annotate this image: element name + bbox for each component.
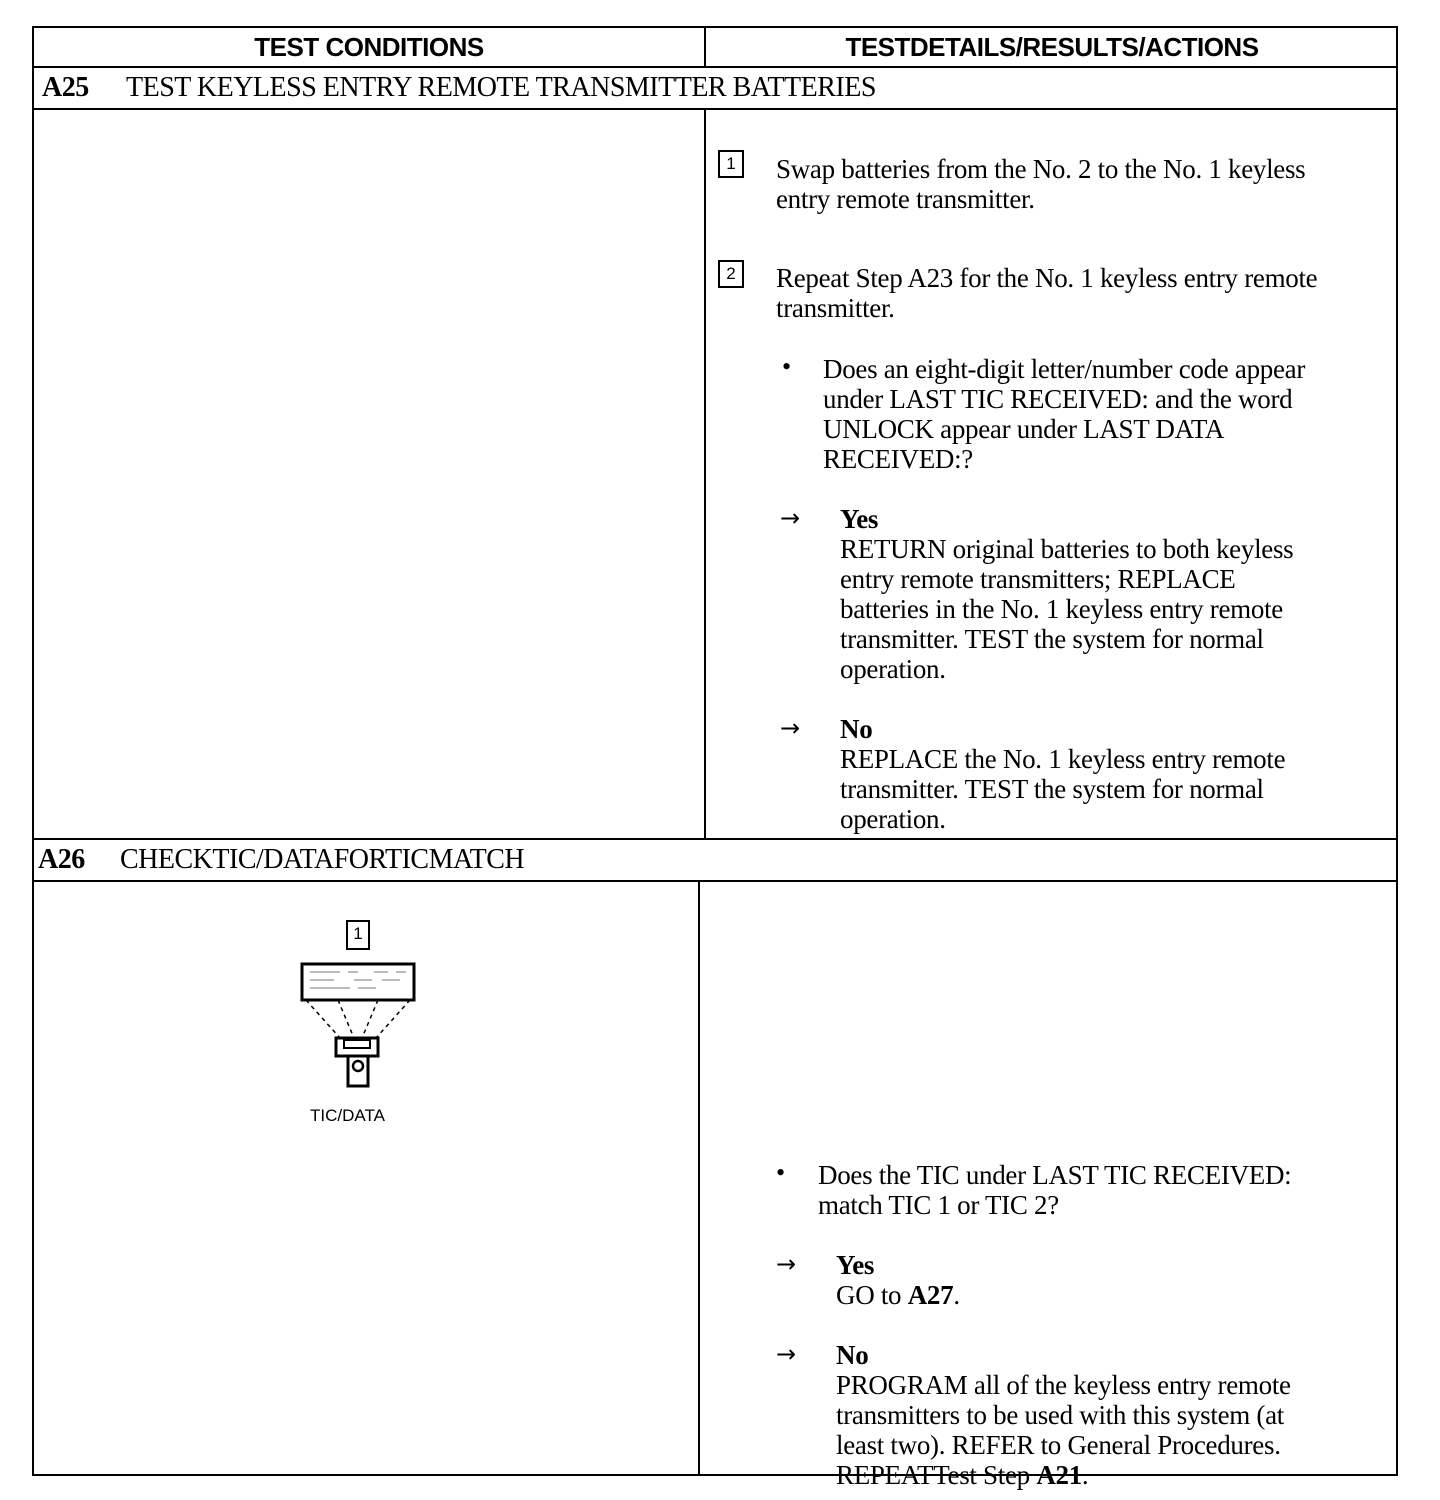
a25-title-band: [34, 68, 1396, 110]
a25-yes-label: Yes: [840, 504, 879, 534]
a25-no-line3: operation.: [840, 804, 946, 834]
a25-step2-line1: Repeat Step A23 for the No. 1 keyless entry remote: [776, 263, 1318, 293]
a25-no-line2: transmitter. TEST the system for normal: [840, 774, 1264, 804]
table-header: [34, 28, 1396, 68]
a25-question-line1: Does an eight-digit letter/number code appear: [823, 354, 1306, 384]
header-test-details: TESTDETAILS/RESULTS/ACTIONS: [845, 32, 1259, 62]
a25-yes-line5: operation.: [840, 654, 946, 684]
a26-yes-label: Yes: [836, 1250, 875, 1280]
a26-yes-ref: A27: [907, 1280, 954, 1310]
a26-question-line2: match TIC 1 or TIC 2?: [818, 1190, 1059, 1220]
tester-display-icon: [302, 964, 414, 1000]
a25-code: A25: [42, 72, 89, 103]
a25-step1-line2: entry remote transmitter.: [776, 184, 1035, 214]
a26-diagram-caption: TIC/DATA: [310, 1106, 385, 1125]
a26-yes-action: [836, 1280, 960, 1310]
a25-question-line4: RECEIVED:?: [823, 444, 973, 474]
a25-yes-line4: transmitter. TEST the system for normal: [840, 624, 1264, 654]
a25-step1-line1: Swap batteries from the No. 2 to the No. 1 keyless: [776, 154, 1306, 184]
a26-no-line1: PROGRAM all of the keyless entry remote: [836, 1370, 1291, 1400]
a26-yes-text: GO to: [836, 1280, 908, 1310]
a26-yes-end: .: [953, 1280, 960, 1310]
a25-yes-arrow-icon: →: [780, 504, 801, 532]
a25-step1-box: 1: [718, 150, 744, 178]
a26-title-band: [34, 840, 1396, 882]
a25-no-line1: REPLACE the No. 1 keyless entry remote: [840, 744, 1286, 774]
a26-no-line4-text: REPEATTest Step: [836, 1460, 1037, 1490]
tester-view-lines-icon: [306, 1000, 410, 1038]
header-test-conditions: TEST CONDITIONS: [34, 28, 706, 66]
a26-no-line3: least two). REFER to General Procedures.: [836, 1430, 1281, 1460]
a26-yes-arrow-icon: →: [776, 1250, 797, 1278]
a26-no-label: No: [836, 1340, 869, 1370]
a26-no-line4: [836, 1460, 1088, 1490]
a26-section: [34, 882, 1396, 1490]
a26-column-divider: [698, 882, 700, 1474]
a26-diagram-step-box: 1: [346, 920, 370, 950]
a25-question-line2: under LAST TIC RECEIVED: and the word: [823, 384, 1293, 414]
tic-data-tester-diagram-icon: [296, 960, 420, 1096]
a25-yes-line1: RETURN original batteries to both keyless: [840, 534, 1294, 564]
a26-no-line4-ref: A21: [1036, 1460, 1082, 1490]
a26-no-line4-end: .: [1081, 1460, 1089, 1490]
a26-no-arrow-icon: →: [776, 1340, 797, 1368]
a25-yes-line2: entry remote transmitters; REPLACE: [840, 564, 1236, 594]
a25-column-divider: [704, 110, 706, 838]
a25-no-label: No: [840, 714, 873, 744]
a25-question-bullet: •: [782, 352, 792, 381]
diagnostic-table: [32, 26, 1398, 1490]
a25-title: TEST KEYLESS ENTRY REMOTE TRANSMITTER BATTERIES: [126, 72, 876, 103]
a26-code: A26: [38, 844, 85, 875]
a26-title: CHECKTIC/DATAFORTICMATCH: [120, 844, 525, 875]
a25-step2-box: 2: [718, 260, 744, 288]
a26-question-line1: Does the TIC under LAST TIC RECEIVED:: [818, 1160, 1292, 1190]
a25-section: [34, 110, 1396, 840]
a25-step2-line2: transmitter.: [776, 293, 895, 323]
a26-question-bullet: •: [776, 1158, 786, 1187]
a25-yes-line3: batteries in the No. 1 keyless entry remote: [840, 594, 1283, 624]
a26-no-line2: transmitters to be used with this system (at: [836, 1400, 1284, 1430]
a25-no-arrow-icon: →: [780, 714, 801, 742]
a25-question-line3: UNLOCK appear under LAST DATA: [823, 414, 1225, 444]
